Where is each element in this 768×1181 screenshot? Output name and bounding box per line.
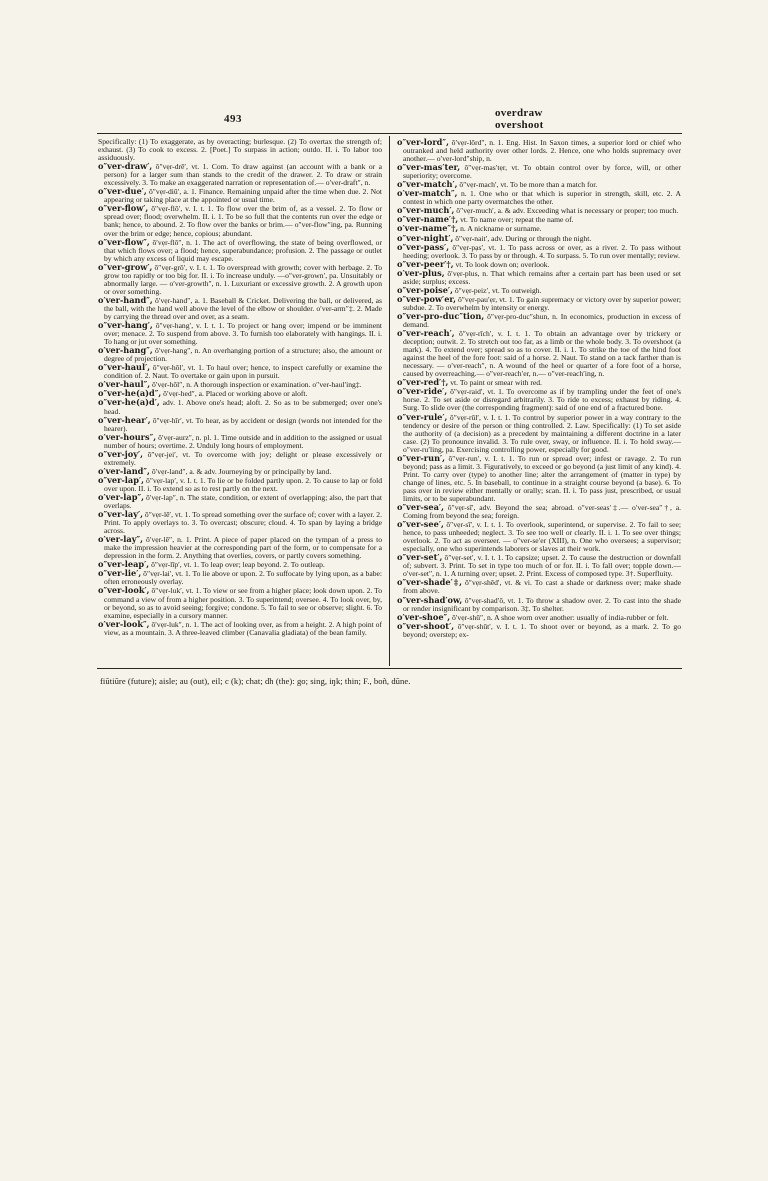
entry-headword: o″ver-match′,	[397, 179, 458, 190]
dictionary-entry	[397, 622, 681, 639]
entry-headword: o″ver-shoot′,	[397, 620, 455, 631]
dictionary-entry	[98, 535, 382, 560]
entry-headword: o″ver-much′,	[397, 205, 455, 216]
entry-headword: o″ver-red′†,	[397, 377, 449, 388]
dictionary-entry	[397, 387, 681, 412]
entry-definition: ō″vẹr-hang′, v. I. t. 1. To project or hang over; impend or be imminent over; menace. 2. To suspend from above. 3. To furnish too elaborately with hangings. II. i. To hang or jut over something.	[104, 321, 382, 347]
entry-headword: o′ver-haul″,	[98, 379, 151, 390]
entry-headword: o″ver-haul′,	[98, 362, 151, 373]
entry-definition: ō″vẹr-grō′, v. I. t. 1. To overspread with growth; cover with herbage. 2. To grow too rapidly or too big for. II. i. To increase unduly. —o″ver-grown′, pa. Unsuitably or abnormally large. — o′ver-growth″, n. 1. Luxuriant or excessive growth. 2. A growth upon or over something.	[104, 262, 382, 296]
entry-headword: o′ver-plus,	[397, 267, 445, 278]
dictionary-entry	[98, 586, 382, 619]
dictionary-entry	[98, 238, 382, 263]
entry-definition: ō′vẹr-luk″, n. 1. The act of looking over, as from a height. 2. A high point of view, as a mountain. 3. A three-leaved climber (Canavalia gladiata) of the bean family.	[104, 619, 382, 637]
dictionary-entry	[397, 295, 681, 312]
entry-definition: ō″vẹr-pau′ẹr, vt. 1. To gain supremacy or victory over by superior power; subdue. 2. To overwhelm by intensity or energy.	[403, 294, 681, 312]
entry-headword: o″ver-reach′,	[397, 328, 455, 339]
entry-definition: ō″vẹr-jei′, vt. To overcome with joy; delight or please excessively or extremely.	[104, 449, 382, 467]
entry-definition: ō″vẹr-pạs′, vt. 1. To pass across or over, as a river. 2. To pass without heeding; overlook. 3. To pass by or through. 4. To surpass. 5. To run over mentally; review.	[403, 242, 681, 260]
entry-definition: ō′vẹr-land″, a. & adv. Journeying by or principally by land.	[151, 466, 332, 476]
entry-definition: ō″vẹr-mach′, vt. To be more than a match for.	[459, 180, 598, 190]
entry-headword: o″ver-he(a)d′,	[98, 397, 160, 408]
guide-word-last: overshoot	[495, 119, 544, 131]
entry-headword: o″ver-hear′,	[98, 414, 151, 425]
entry-headword: o″ver-he(a)d″,	[98, 388, 162, 399]
entry-definition: ō″vẹr-līp′, vt. 1. To leap over; leap beyond. 2. To outleap.	[151, 560, 325, 570]
dictionary-entry	[397, 578, 681, 595]
entry-headword: o′ver-hand″,	[98, 294, 153, 305]
entry-definition: ō′vẹr-hand″, a. 1. Baseball & Cricket. Delivering the ball, or delivered, as the ball, with the hand well above the level of the elbow or shoulder. o′ver-arm″‡. 2. Made by carrying the thread over and over, as a seam.	[104, 295, 382, 321]
entry-definition: n. A nickname or surname.	[460, 224, 542, 234]
dictionary-entry	[98, 398, 382, 415]
entry-definition: ō″vẹr-hīr′, vt. To hear, as by accident or design (words not intended for the hearer).	[104, 415, 382, 433]
entry-headword: o′ver-land″,	[98, 465, 150, 476]
entry-headword: o″ver-night′,	[397, 232, 454, 243]
entry-definition: ō″vẹr-nait′, adv. During or through the night.	[455, 233, 592, 243]
entry-definition: ō′vẹr-shū″, n. A shoe worn over another: usually of india-rubber or felt.	[451, 612, 669, 622]
page-number: 493	[224, 113, 242, 125]
right-column	[397, 138, 681, 666]
dictionary-entry	[98, 476, 382, 493]
entry-headword: o″ver-grow′,	[98, 261, 153, 272]
entry-headword: o″ver-look′,	[98, 585, 150, 596]
guide-word-first: overdraw	[495, 107, 543, 119]
entry-definition: ō″vẹr-sī′, adv. Beyond the sea; abroad. o″ver-seas′‡.— o′ver-sea″†, a. Coming from beyond the sea; foreign.	[403, 503, 681, 521]
entry-definition: ō″vẹr-lai′, vt. 1. To lie above or upon. 2. To suffocate by lying upon, as a babe: often erroneously overlay.	[104, 569, 382, 587]
entry-headword: o′ver-look″,	[98, 618, 150, 629]
entry-headword: o″ver-flow″,	[98, 236, 150, 247]
entry-headword: o′ver-name″†,	[397, 223, 459, 234]
entry-definition: ō″vẹr-pro-duc″shun, n. In economics, production in excess of demand.	[403, 311, 681, 329]
entry-headword: o″ver-lie′,	[98, 568, 142, 579]
dictionary-entry	[397, 329, 681, 378]
entry-headword: o″ver-lap′,	[98, 474, 144, 485]
dictionary-entry	[98, 204, 382, 237]
dictionary-entry	[98, 433, 382, 450]
entry-headword: o″ver-shade′‡,	[397, 577, 463, 588]
entry-headword: o″ver-leap′,	[98, 559, 150, 570]
dictionary-entry	[98, 620, 382, 637]
entry-definition: vt. To paint or smear with red.	[450, 378, 542, 388]
dictionary-entry	[397, 413, 681, 454]
dictionary-entry	[98, 346, 382, 363]
entry-headword: o″ver-peer′†,	[397, 258, 454, 269]
entry-definition: ō″vẹr-flō′, v. I. t. 1. To flow over the brim of, as a vessel. 2. To flow or spread over; flood; overwhelm. II. i. 1. To be so full that the contents run over the edge or bank; hence, to abound. 2. To flow over the banks or brim.— o″ver-flow″ing, pa. Running over the brim or edge; hence, copious; abundant.	[104, 204, 382, 238]
entry-headword: o″ver-due′,	[98, 186, 147, 197]
entry-headword: o′ver-hours″,	[98, 431, 157, 442]
entry-definition: n. 1. One who or that which is superior in strength, skill, etc. 2. A contest in which one party overmatches the other.	[403, 189, 681, 207]
entry-definition: ō′vẹr-lap″, n. The state, condition, or extent of overlapping; also, the part that overlaps.	[104, 492, 382, 511]
entry-headword: o″ver-sea′,	[397, 502, 444, 513]
entry-definition: ō′vẹr-hang″, n. An overhanging portion of a structure; also, the amount or degree of projection.	[104, 346, 382, 364]
left-column	[98, 138, 382, 666]
dictionary-entry	[397, 503, 681, 520]
header-rule	[97, 133, 682, 134]
entry-definition: vt. To look down on; overlook.	[455, 259, 550, 269]
dictionary-entry	[397, 596, 681, 613]
entry-headword: o″ver-flow′,	[98, 203, 149, 214]
entry-definition: ō″vẹr-shēd′, vt. & vi. To cast a shade or darkness over; make shade from above.	[403, 578, 681, 596]
entry-definition: ō″vẹr-rīch′, v. I. t. 1. To obtain an advantage over by trickery or deception; outwit. 2. To stretch out too far, as a limb or the whole body. 3. To overshoot (a mark). 4. To extend over; spread so as to cover. II. i. 1. To strike the toe of the hind foot against the heel of the fore foot: said of a horse. 2. Naut. To stand on a tack farther than is necessary. — o′ver-reach″, n. A wound of the heel or quarter of a fore foot of a horse, caused by overreaching.— o″ver-reach′er, n.— o″ver-reach′ing, n.	[403, 329, 681, 379]
entry-headword: o″ver-joy′,	[98, 448, 143, 459]
entry-headword: o″ver-rule′,	[397, 411, 448, 422]
dictionary-entry	[98, 263, 382, 296]
dictionary-entry	[397, 269, 681, 286]
entry-definition: ō″vẹr-peiz′, vt. To outweigh.	[454, 285, 542, 295]
entry-headword: o″ver-draw′,	[98, 161, 153, 172]
guide-words	[495, 107, 544, 131]
dictionary-entry	[397, 138, 681, 163]
entry-definition: ō′vẹr-hed″, a. Placed or working above or aloft.	[163, 389, 308, 399]
dictionary-entry	[98, 416, 382, 433]
entry-headword: o′ver-lay″,	[98, 534, 143, 545]
entry-headword: o′ver-shoe″,	[397, 611, 451, 622]
entry-definition: ō′vẹr-flō″, n. 1. The act of overflowing, the state of being overflowed, or that which flows over; a flood; hence, superabundance; profusion. 2. The passage or outlet by which any excess of liquid may escape.	[104, 237, 382, 263]
dictionary-entry	[397, 243, 681, 260]
entry-definition: ō″vẹr-shad′ō, vt. 1. To throw a shadow over. 2. To cast into the shade or render insignificant by comparison. 3‡. To shelter.	[403, 595, 681, 613]
dictionary-entry	[397, 189, 681, 206]
entry-definition: Specifically: (1) To exaggerate, as by overacting; burlesque. (2) To overtax the strength of; exhaust. (3) To cook to excess. 2. [Poet.] To surpass in action; outdo. II. i. To labor too assiduously.	[98, 138, 382, 163]
entry-headword: o′ver-lap″,	[98, 491, 144, 502]
entry-definition: ō′vẹr-lē″, n. 1. Print. A piece of paper placed on the tympan of a press to make the impression heavier at the corresponding part of the form, or to compensate for a depression in the form. 2. Anything that overlies, covers, or partly covers something.	[104, 535, 382, 561]
dictionary-entry	[397, 312, 681, 329]
entry-definition: ō″vẹr-luk′, vt. 1. To view or see from a higher place; look down upon. 2. To command a view of from a higher position. 3. To superintend; oversee. 4. To look over, by, or beyond, so as to avoid seeing; forgive; condone. 5. To fail to see or observe; slight. 6. To examine, especially in a cursory manner.	[104, 586, 382, 620]
entry-definition: adv. 1. Above one's head; aloft. 2. So as to be submerged; over one's head.	[104, 398, 382, 416]
entry-definition: ō″vẹr-lē′, vt. 1. To spread something over the surface of; cover with a layer. 2. Print. To apply overlays to. 3. To overcast; obscure; cloud. 4. To span by laying a bridge across.	[104, 510, 382, 536]
entry-headword: o″ver-set′,	[397, 552, 443, 563]
entry-definition: vt. To name over; repeat the name of.	[460, 215, 574, 225]
entry-headword: o″ver-pow′er,	[397, 293, 456, 304]
entry-definition: ō′vẹr-lōrd″, n. 1. Eng. Hist. In Saxon times, a superior lord or chief who outranked and held authority over other lords. 2. Hence, one who holds supremacy over another.— o′ver-lord″ship, n.	[403, 138, 681, 164]
dictionary-entry	[98, 187, 382, 204]
dictionary-entry	[98, 162, 382, 187]
entry-headword: o″ver-hang′,	[98, 320, 153, 331]
dictionary-entry	[397, 163, 681, 180]
entry-definition: ō″vẹr-mas′tẹr, vt. To obtain control over by force, will, or other superiority; overcome.	[403, 163, 681, 181]
entry-headword: o″ver-see′,	[397, 519, 444, 530]
dictionary-entry	[397, 520, 681, 553]
dictionary-entry	[397, 454, 681, 503]
dictionary-entry	[98, 510, 382, 535]
entry-definition: ō′vẹr-aurz″, n. pl. 1. Time outside and in addition to the assigned or usual number of hours; overtime. 2. Unduly long hours of employment.	[104, 432, 382, 450]
entry-definition: ō″vẹr-run′, v. I. t. 1. To run or spread over; infest or ravage. 2. To run beyond; pass as a limit. 3. Figuratively, to exceed or go beyond (a just limit of any kind). 4. Print. To carry over (type) to another line; alter the arrangement of (matter in type) by change of lines, etc. 5. In baseball, to continue in a straight course beyond (a base). 6. To pass over in review either mentally or orally; scan. II. i. To pass just, prescribed, or usual limits, or to be superabundant.	[403, 453, 681, 503]
dictionary-entry	[98, 321, 382, 346]
dictionary-entry	[98, 363, 382, 380]
entry-definition: ō′vẹr-hōl″, n. A thorough inspection or examination. o″ver-haul′ing‡.	[152, 380, 362, 390]
dictionary-entry	[98, 450, 382, 467]
entry-definition: ō″vẹr-rūl′, v. I. t. 1. To control by superior power in a way contrary to the tendency or desire of the person or thing controlled. 2. Law. Specifically: (1) To set aside the authority of (a decision) as a precedent by maintaining a different doctrine in a later case. (2) To pronounce invalid. 3. To rule over, sway, or influence. II. i. To hold sway.— o″ver-ru′ling, pa. Exercising controlling power, especially for good.	[403, 412, 681, 454]
entry-headword: o″ver-run′,	[397, 452, 446, 463]
entry-headword: o″ver-poise′,	[397, 284, 453, 295]
dictionary-entry	[98, 569, 382, 586]
entry-headword: o″ver-ride′,	[397, 386, 448, 397]
entry-definition: ō″vẹr-shūt′, v. I. t. 1. To shoot over or beyond, as a mark. 2. To go beyond; overstep; ex-	[403, 621, 681, 639]
entry-headword: o″ver-shad′ow,	[397, 594, 463, 605]
footer-rule	[97, 668, 682, 669]
entry-definition: ō″vẹr-drē′, vt. 1. Com. To draw against (an account with a bank or a person) for a larger sum than stands to the credit of the drawer. 2. To draw or strain excessively. 3. To make an exaggerated narration or representation of.— o′ver-draft″, n.	[104, 162, 382, 188]
dictionary-entry	[98, 493, 382, 510]
column-divider	[389, 136, 390, 666]
dictionary-entry	[98, 296, 382, 321]
entry-headword: o′ver-hang″,	[98, 345, 153, 356]
entry-definition: ō″vẹr-hōl′, vt. 1. To haul over; hence, to inspect carefully or examine the condition of. 2. Naut. To overtake or gain upon in pursuit.	[104, 363, 382, 381]
entry-definition: ō′vẹr-plus, n. That which remains after a certain part has been used or set aside; surplus; excess.	[403, 268, 681, 286]
entry-headword: o″ver-mas′ter,	[397, 162, 461, 173]
entry-definition: ō″vẹr-set′, v. I. t. 1. To capsize; upset. 2. To cause the destruction or downfall of; subvert. 3. Print. To set in type too much of or for. II. i. To fall over; topple down.— o′ver-set″, n. 1. A turning over; upset. 2. Print. Excess of composed type. 3†. Superfluity.	[403, 553, 681, 579]
entry-headword: o″ver-lay′,	[98, 509, 143, 520]
entry-definition: ō″vẹr-raid′, vt. 1. To overcome as if by trampling under the feet of one's horse. 2. To set aside or disregard arbitrarily. 3. To ride to excess; exhaust by riding. 4. Surg. To slide over (the corresponding fragment): said of one end of a fractured bone.	[403, 387, 681, 413]
dictionary-entry	[98, 138, 382, 162]
entry-headword: o″ver-name′†,	[397, 214, 459, 225]
entry-definition: ō″vẹr-much′, a. & adv. Exceeding what is necessary or proper; too much.	[456, 206, 679, 216]
entry-headword: o″ver-pro-duc″tion,	[397, 310, 485, 321]
entry-definition: ō″vẹr-lap′, v. I. t. 1. To lie or be folded partly upon. 2. To cause to lap or fold over upon. II. i. To extend so as to rest partly on the next.	[104, 475, 382, 493]
dictionary-entry	[397, 553, 681, 578]
entry-headword: o″ver-lord″,	[397, 138, 449, 147]
entry-headword: o′ver-match″,	[397, 188, 458, 199]
entry-definition: ō″vẹr-sī′, v. I. t. 1. To overlook, superintend, or supervise. 2. To fail to see; hence, to pass unheeded; neglect. 3. To see too well or clearly. II. i. 1. To see over things; overlook. 2. To act as overseer. — o″ver-se′er (XIII), n. One who oversees; a supervisor; especially, one who superintends laborers or slaves at their work.	[403, 520, 681, 554]
entry-definition: ō″vẹr-diū′, a. 1. Finance. Remaining unpaid after the time when due. 2. Not appearing or taking place at the appointed or usual time.	[104, 187, 382, 205]
entry-headword: o″ver-pass′,	[397, 241, 450, 252]
pronunciation-key: fiūtiūre (future); aisle; au (out), eil; c (k); chat; dh (the): go; sing, iŋk; thin; F., boñ, dūne.	[100, 676, 411, 686]
